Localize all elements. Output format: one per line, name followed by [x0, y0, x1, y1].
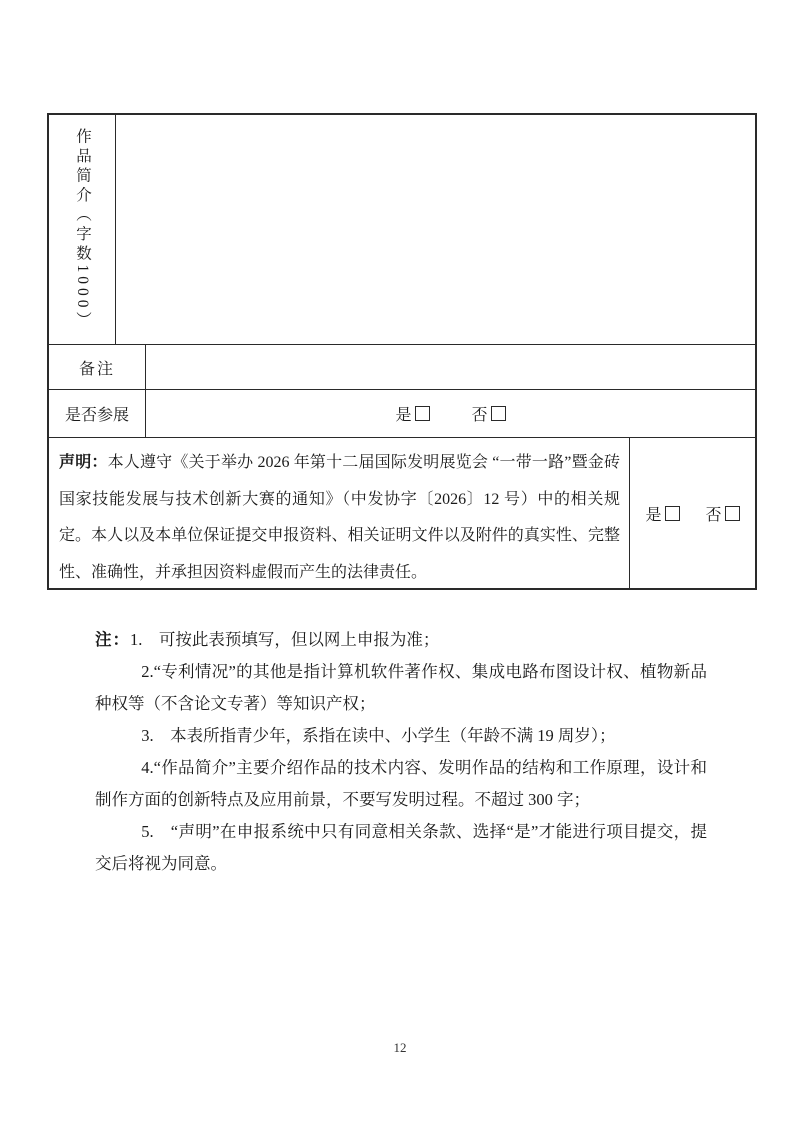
- declaration-yes-option[interactable]: [645, 502, 679, 525]
- page-number: 12: [393, 1040, 407, 1055]
- declaration-yes-checkbox[interactable]: [665, 506, 680, 521]
- note-item-3: 3. 本表所指青少年，系指在读中、小学生（年龄不满 19 周岁）；: [141, 726, 616, 745]
- remarks-label: 备注: [49, 345, 146, 389]
- exhibit-no-label: 否: [471, 407, 488, 424]
- exhibit-label: 是否参展: [49, 390, 146, 437]
- exhibit-no-checkbox[interactable]: [491, 406, 506, 421]
- exhibit-yes-checkbox[interactable]: [415, 406, 430, 421]
- work-summary-input-area[interactable]: [116, 115, 755, 344]
- remarks-row: [49, 345, 755, 390]
- work-summary-label: 作品简介（字数1000）: [49, 115, 116, 344]
- declaration-yes-label: 是: [645, 506, 662, 524]
- declaration-no-label: 否: [705, 506, 722, 524]
- note-item-1-text: 1. 可按此表预填写，但以网上申报为准；: [130, 630, 440, 649]
- remarks-input-area[interactable]: [146, 345, 755, 389]
- exhibit-choices: [146, 390, 755, 437]
- note-item-4: 4.“作品简介”主要介绍作品的技术内容、发明作品的结构和工作原理，设计和制作方面的创新特点及应用前景，不要写发明过程。不超过 300 字；: [95, 758, 707, 809]
- note-item-1: [95, 624, 707, 656]
- declaration-no-checkbox[interactable]: [725, 506, 740, 521]
- work-summary-row: [49, 115, 755, 345]
- note-item-2: 2.“专利情况”的其他是指计算机软件著作权、集成电路布图设计权、植物新品种权等（不含论文专著）等知识产权；: [95, 662, 707, 713]
- form-notes: [95, 624, 707, 880]
- declaration-row: [49, 438, 755, 588]
- exhibit-yes-label: 是: [395, 407, 412, 424]
- exhibit-no-option[interactable]: [472, 402, 506, 425]
- application-form-table: [47, 113, 757, 590]
- note-item-5: 5. “声明”在申报系统中只有同意相关条款、选择“是”才能进行项目提交，提交后将视为同意。: [95, 822, 707, 873]
- declaration-body: 本人遵守《关于举办 2026 年第十二届国际发明展览会 “一带一路”暨金砖国家技能发展与技术创新大赛的通知》（中发协字〔2026〕12 号）中的相关规定。本人以及本单位保证提交申报资料、相关证明文件以及附件的真实性、完整性、准确性，并承担因资料虚假而产生的法律责任。: [59, 454, 620, 581]
- exhibit-row: [49, 390, 755, 438]
- declaration-title: 声明：: [59, 454, 108, 471]
- declaration-choices: [630, 438, 755, 588]
- declaration-text-cell: [49, 438, 630, 588]
- notes-prefix: 注：: [95, 630, 130, 649]
- exhibit-yes-option[interactable]: [395, 402, 429, 425]
- declaration-no-option[interactable]: [706, 502, 740, 525]
